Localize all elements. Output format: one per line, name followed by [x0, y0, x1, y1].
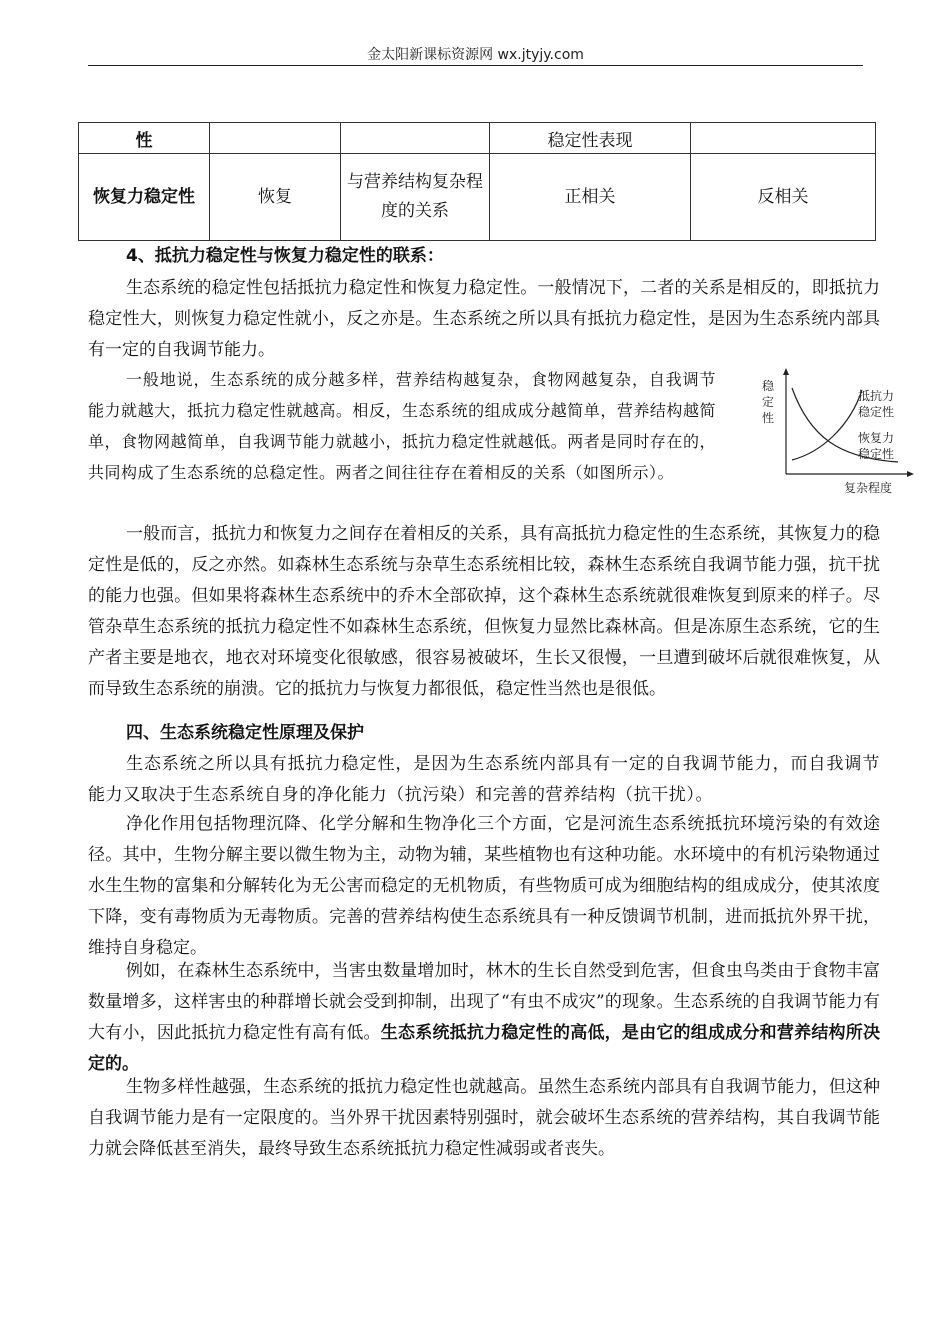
table-cell: 恢复 — [210, 154, 341, 241]
table-cell: 反相关 — [691, 154, 876, 241]
stability-table — [78, 122, 876, 241]
table-cell: 正相关 — [490, 154, 691, 241]
table-cell: 恢复力稳定性 — [79, 154, 210, 241]
section-4-paragraph-3 — [88, 519, 880, 705]
figure-curve2-label: 恢复力 — [858, 431, 895, 445]
table-row — [79, 123, 876, 154]
table-cell — [691, 123, 876, 154]
section-four-title: 四、生态系统稳定性原理及保护 — [126, 723, 364, 743]
paragraph-a: 生态系统之所以具有抵抗力稳定性，是因为生态系统内部具有一定的自我调节能力，而自我调节能力又取决于生态系统自身的净化能力（抗污染）和完善的营养结构（抗干扰）。 — [88, 754, 880, 805]
table-cell — [341, 123, 490, 154]
paragraph-c-text: 例如，在森林生态系统中，当害虫数量增加时，林木的生长自然受到危害，但食虫鸟类由于食物丰富数量增多，这样害虫的种群增长就会受到抑制，出现了“有虫不成灾”的现象。生态系统的自我调节能力有大有小，因此抵抗力稳定性有高有低。 — [88, 961, 880, 1043]
paragraph-c — [88, 956, 880, 1080]
figure-curve1-label: 抵抗力 — [858, 389, 895, 403]
figure-y-label-line: 稳 — [762, 379, 775, 393]
header-rule — [88, 65, 863, 66]
paragraph-b: 净化作用包括物理沉降、化学分解和生物净化三个方面，它是河流生态系统抵抗环境污染的有效途径。其中，生物分解主要以微生物为主，动物为辅，某些植物也有这种功能。水环境中的有机污染物通过水生生物的富集和分解转化为无公害而稳定的无机物质，有些物质可成为细胞结构的组成成分，使其浓度下降，变有毒物质为无毒物质。完善的营养结构使生态系统具有一种反馈调节机制，进而抵抗外界干扰，维持自身稳定。 — [88, 814, 880, 958]
figure-x-label: 复杂程度 — [844, 481, 893, 495]
figure-y-label-line: 性 — [762, 411, 775, 425]
page-header: 金太阳新课标资源网 wx.jtyjy.com — [367, 47, 584, 63]
paragraph-d: 生物多样性越强，生态系统的抵抗力稳定性也就越高。虽然生态系统内部具有自我调节能力，但这种自我调节能力是有一定限度的。当外界干扰因素特别强时，就会破坏生态系统的营养结构，其自我调节能力就会降低甚至消失，最终导致生态系统抵抗力稳定性减弱或者丧失。 — [88, 1077, 880, 1159]
table-cell: 与营养结构复杂程度的关系 — [341, 154, 490, 241]
paragraph-c-bold: 生态系统抵抗力稳定性的高低，是由它的组成成分和营养结构所决定的。 — [88, 1023, 881, 1074]
table-row — [79, 154, 876, 241]
table-cell: 稳定性表现 — [490, 123, 691, 154]
table-cell: 性 — [79, 123, 210, 154]
figure-curve2-label: 稳定性 — [858, 447, 895, 461]
section-4-title: 4、抵抗力稳定性与恢复力稳定性的联系： — [126, 246, 444, 266]
table-cell — [210, 123, 341, 154]
figure-y-label-line: 定 — [762, 395, 775, 409]
section-4-paragraph-1: 生态系统的稳定性包括抵抗力稳定性和恢复力稳定性。一般情况下，二者的关系是相反的，即抵抗力稳定性大，则恢复力稳定性就小，反之亦是。生态系统之所以具有抵抗力稳定性，是因为生态系统内部具有一定的自我调节能力。 — [88, 278, 880, 360]
stability-complexity-figure — [758, 366, 916, 496]
section-4-paragraph-3-text: 一般而言，抵抗力和恢复力之间存在着相反的关系，具有高抵抗力稳定性的生态系统，其恢复力的稳定性是低的，反之亦然。如森林生态系统与杂草生态系统相比较，森林生态系统自我调节能力强，抗干扰的能力也强。但如果将森林生态系统中的乔木全部砍掉，这个森林生态系统就很难恢复到原来的样子。尽管杂草生态系统的抵抗力稳定性不如森林生态系统，但恢复力显然比森林高。但是冻原生态系统，它的生产者主要是地衣，地衣对环境变化很敏感，很容易被破坏，生长又很慢，一旦遭到破坏后就很难恢复，从而导致生态系统的崩溃。它的抵抗力与恢复力都很低，稳定性当然也是很低。 — [88, 524, 880, 699]
section-4-paragraph-2: 一般地说，生态系统的成分越多样，营养结构越复杂，食物网越复杂，自我调节能力就越大，抵抗力稳定性就越高。相反，生态系统的组成成分越简单，营养结构越简单，食物网越简单，自我调节能力就越小，抵抗力稳定性就越低。两者是同时存在的，共同构成了生态系统的总稳定性。两者之间往往存在着相反的关系（如图所示）。 — [88, 370, 716, 482]
figure-curve1-label: 稳定性 — [858, 405, 895, 419]
